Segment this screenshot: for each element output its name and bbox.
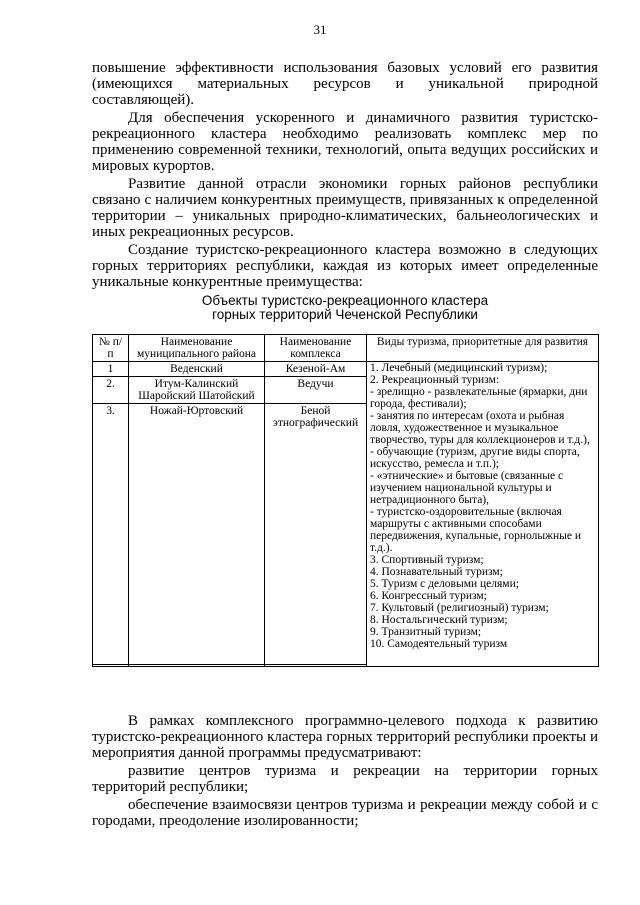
table-caption: [92, 294, 598, 322]
paragraph: Для обеспечения ускоренного и динамичного развития туристско-рекреационного кластера необходимо реализовать комплекс мер по применению современной техники, технологий, опыта ведущих российских и мировых курортов.: [92, 110, 598, 174]
tourism-type-item: 2. Рекреационный туризм:: [370, 374, 500, 386]
tourism-type-item: 8. Ностальгический туризм;: [370, 614, 508, 626]
column-header-tourism-types: Виды туризма, приоритетные для развития: [367, 335, 599, 362]
cell-empty: [93, 665, 129, 667]
tourism-type-item: - «этнические» и бытовые (связанные с изучением национальной культуры и нетрадиционного быта),: [370, 470, 564, 506]
cell-complex: Беной этнографический: [265, 404, 367, 665]
cell-district: Итум-Калинский Шаройский Шатойский: [129, 377, 265, 404]
column-header-number: № п/п: [93, 335, 129, 362]
tourism-type-item: - зрелищно - развлекательные (ярмарки, дни города, фестивали);: [370, 386, 588, 410]
tourism-cluster-table: [92, 334, 599, 667]
cell-district: Ножай-Юртовский: [129, 404, 265, 665]
table-header-row: [93, 335, 599, 362]
cell-empty: [265, 665, 367, 667]
tourism-type-item: 4. Познавательный туризм;: [370, 566, 503, 578]
tourism-type-item: 5. Туризм с деловыми целями;: [370, 578, 519, 590]
cell-number: 3.: [93, 404, 129, 665]
table-caption-line: горных территорий Чеченской Республики: [212, 307, 478, 322]
cell-number: 2.: [93, 377, 129, 404]
table-row: [93, 362, 599, 377]
paragraph: развитие центров туризма и рекреации на территории горных территорий республики;: [92, 763, 598, 795]
tourism-type-item: 7. Культовый (религиозный) туризм;: [370, 602, 549, 614]
cell-district: Веденский: [129, 362, 265, 377]
tourism-type-item: - занятия по интересам (охота и рыбная ловля, художественное и музыкальное творчество, туры для коллекционеров и т.д.),: [370, 410, 590, 446]
column-header-district: Наименование муниципального района: [129, 335, 265, 362]
table-caption-line: Объекты туристско-рекреационного кластера: [201, 293, 489, 308]
document-body-lower: [92, 713, 598, 831]
column-header-complex: Наименование комплекса: [265, 335, 367, 362]
cell-empty: [129, 665, 265, 667]
tourism-type-item: 10. Самодеятельный туризм: [370, 638, 508, 650]
paragraph: обеспечение взаимосвязи центров туризма и рекреации между собой и с городами, преодоление изолированности;: [92, 797, 598, 829]
tourism-type-item: 6. Конгрессный туризм;: [370, 590, 487, 602]
paragraph: Создание туристско-рекреационного кластера возможно в следующих горных территориях республики, каждая из которых имеет определенные уникальные конкурентные преимущества:: [92, 242, 598, 290]
cell-complex: Кезеной-Ам: [265, 362, 367, 377]
tourism-type-item: 1. Лечебный (медицинский туризм);: [370, 362, 548, 374]
cell-complex: Ведучи: [265, 377, 367, 404]
paragraph: повышение эффективности использования базовых условий его развития (имеющихся материальных ресурсов и уникальной природной составляющей).: [92, 60, 598, 108]
tourism-type-item: - туристско-оздоровительные (включая маршруты с активными способами передвижения, купальные, горнолыжные и т.д.).: [370, 506, 582, 554]
paragraph: Развитие данной отрасли экономики горных районов республики связано с наличием конкурентных преимуществ, привязанных к определенной территории – уникальных природно-климатических, бальнеологических и иных рекреационных ресурсов.: [92, 176, 598, 240]
cell-number: 1: [93, 362, 129, 377]
cell-tourism-types: [367, 362, 599, 667]
page-number: 31: [313, 22, 327, 37]
tourism-type-item: 3. Спортивный туризм;: [370, 554, 484, 566]
document-body: [92, 60, 598, 667]
paragraph: В рамках комплексного программно-целевого подхода к развитию туристско-рекреационного кластера горных территорий республики проекты и мероприятия данной программы предусматривают:: [92, 713, 598, 761]
tourism-type-item: - обучающие (туризм, другие виды спорта, искусство, ремесла и т.п.);: [370, 446, 580, 470]
tourism-type-item: 9. Транзитный туризм;: [370, 626, 482, 638]
